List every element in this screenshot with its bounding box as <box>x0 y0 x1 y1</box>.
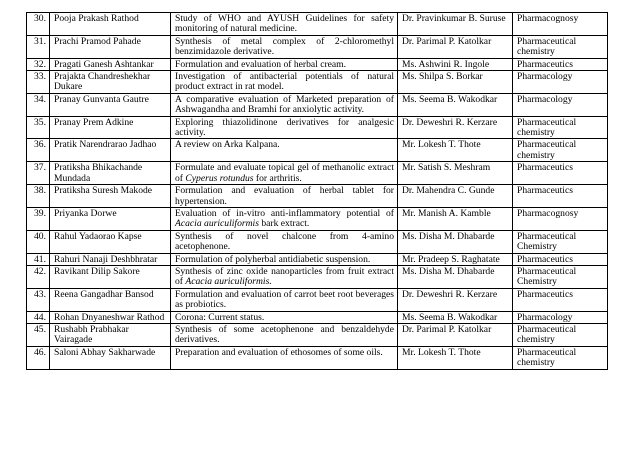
department-cell: Pharmaceutical Chemistry <box>513 230 608 253</box>
guide-name-cell: Ms. Ashwini R. Ingole <box>398 58 513 70</box>
student-name-cell: Pranay Gunvanta Gautre <box>50 93 171 116</box>
student-name-cell: Priyanka Dorwe <box>50 207 171 230</box>
serial-number-cell: 37. <box>27 162 50 185</box>
serial-number-cell: 33. <box>27 71 50 94</box>
department-cell: Pharmacognosy <box>513 13 608 36</box>
student-name-cell: Rohan Dnyaneshwar Rathod <box>50 311 171 323</box>
serial-number-cell: 30. <box>27 13 50 36</box>
table-row <box>27 265 608 288</box>
guide-name-cell: Mr. Lokesh T. Thote <box>398 139 513 162</box>
serial-number-cell: 44. <box>27 311 50 323</box>
project-title-text: Formulate and evaluate topical gel of methanolic extract of <box>175 162 394 184</box>
guide-name-cell: Dr. Deweshri R. Kerzare <box>398 116 513 139</box>
table-row <box>27 58 608 70</box>
department-cell: Pharmacology <box>513 93 608 116</box>
project-title-text: Investigation of antibacterial potentials of natural product extract in rat model. <box>175 71 394 93</box>
student-name-cell: Pratiksha Bhikachande Mundada <box>50 162 171 185</box>
serial-number-cell: 35. <box>27 116 50 139</box>
guide-name-cell: Mr. Manish A. Kamble <box>398 207 513 230</box>
student-name-cell: Pooja Prakash Rathod <box>50 13 171 36</box>
department-cell: Pharmaceutical chemistry <box>513 346 608 369</box>
student-name-cell: Rahuri Nanaji Deshbhratar <box>50 253 171 265</box>
guide-name-cell: Dr. Deweshri R. Kerzare <box>398 288 513 311</box>
table-row <box>27 162 608 185</box>
department-cell: Pharmaceutical chemistry <box>513 139 608 162</box>
department-cell: Pharmacology <box>513 311 608 323</box>
table-row <box>27 346 608 369</box>
table-row <box>27 311 608 323</box>
student-name-cell: Rushabh Prabhakar Vairagade <box>50 323 171 346</box>
guide-name-cell: Ms. Disha M. Dhabarde <box>398 230 513 253</box>
project-title-cell <box>171 323 398 346</box>
table-row <box>27 71 608 94</box>
student-name-cell: Reena Gangadhar Bansod <box>50 288 171 311</box>
table-row <box>27 207 608 230</box>
guide-name-cell: Ms. Seema B. Wakodkar <box>398 311 513 323</box>
project-title-cell <box>171 311 398 323</box>
guide-name-cell: Mr. Satish S. Meshram <box>398 162 513 185</box>
project-title-cell <box>171 139 398 162</box>
student-name-cell: Pranay Prem Adkine <box>50 116 171 139</box>
guide-name-cell: Ms. Seema B. Wakodkar <box>398 93 513 116</box>
table-row <box>27 116 608 139</box>
student-name-cell: Ravikant Dilip Sakore <box>50 265 171 288</box>
project-title-text: A comparative evaluation of Marketed preparation of Ashwagandha and Bramhi for anxiolytic activity. <box>175 93 394 116</box>
table-body <box>27 13 608 370</box>
project-title-text: Formulation and evaluation of herbal cream. <box>175 58 347 70</box>
student-name-cell: Pragati Ganesh Ashtankar <box>50 58 171 70</box>
table-row <box>27 323 608 346</box>
table-row <box>27 35 608 58</box>
project-title-text: Formulation of polyherbal antidiabetic suspension. <box>175 253 371 265</box>
species-name-italic: Acacia auriculiformis <box>175 218 259 230</box>
project-title-end: for arthritis. <box>253 172 302 184</box>
project-title-text: Synthesis of zinc oxide nanoparticles from fruit extract of <box>175 265 394 288</box>
project-title-cell <box>171 58 398 70</box>
project-title-cell <box>171 71 398 94</box>
serial-number-cell: 45. <box>27 323 50 346</box>
serial-number-cell: 36. <box>27 139 50 162</box>
project-title-text: Formulation and evaluation of herbal tablet for hypertension. <box>175 185 394 207</box>
department-cell: Pharmaceutical chemistry <box>513 116 608 139</box>
serial-number-cell: 38. <box>27 185 50 208</box>
guide-name-cell: Mr. Pradeep S. Raghatate <box>398 253 513 265</box>
serial-number-cell: 40. <box>27 230 50 253</box>
project-title-text: A review on Arka Kalpana. <box>175 139 280 151</box>
project-title-cell <box>171 185 398 208</box>
serial-number-cell: 41. <box>27 253 50 265</box>
student-name-cell: Prajakta Chandreshekhar Dukare <box>50 71 171 94</box>
project-title-text: Formulation and evaluation of carrot beet root beverages as probiotics. <box>175 288 394 311</box>
project-title-cell <box>171 13 398 36</box>
serial-number-cell: 42. <box>27 265 50 288</box>
table-row <box>27 13 608 36</box>
guide-name-cell: Dr. Parimal P. Katolkar <box>398 323 513 346</box>
project-title-cell <box>171 207 398 230</box>
student-name-cell: Pratiksha Suresh Makode <box>50 185 171 208</box>
table-row <box>27 185 608 208</box>
project-title-text: Exploring thiazolidinone derivatives for analgesic activity. <box>175 116 394 139</box>
guide-name-cell: Dr. Mahendra C. Gunde <box>398 185 513 208</box>
student-name-cell: Saloni Abhay Sakharwade <box>50 346 171 369</box>
project-title-end: bark extract. <box>258 218 310 230</box>
table-row <box>27 93 608 116</box>
project-title-cell <box>171 288 398 311</box>
serial-number-cell: 31. <box>27 35 50 58</box>
serial-number-cell: 43. <box>27 288 50 311</box>
project-title-text: Synthesis of novel chalcone from 4-amino acetophenone. <box>175 230 394 253</box>
student-name-cell: Rahul Yadaorao Kapse <box>50 230 171 253</box>
project-title-cell <box>171 162 398 185</box>
serial-number-cell: 39. <box>27 207 50 230</box>
project-title-cell <box>171 230 398 253</box>
table-row <box>27 139 608 162</box>
project-title-cell <box>171 93 398 116</box>
serial-number-cell: 34. <box>27 93 50 116</box>
project-title-text: Study of WHO and AYUSH Guidelines for safety monitoring of natural medicine. <box>175 13 394 35</box>
department-cell: Pharmaceutical chemistry <box>513 323 608 346</box>
species-name-italic: Cyperus rotundus <box>185 172 254 184</box>
project-title-text: Corona: Current status. <box>175 311 265 323</box>
serial-number-cell: 46. <box>27 346 50 369</box>
table-row <box>27 230 608 253</box>
department-cell: Pharmaceutics <box>513 185 608 208</box>
project-title-cell <box>171 116 398 139</box>
table-row <box>27 253 608 265</box>
project-title-text: Evaluation of in-vitro anti-inflammatory potential of <box>175 207 394 219</box>
project-title-cell <box>171 346 398 369</box>
project-title-cell <box>171 253 398 265</box>
project-title-text: Synthesis of some acetophenone and benzaldehyde derivatives. <box>175 323 394 346</box>
department-cell: Pharmacology <box>513 71 608 94</box>
department-cell: Pharmacognosy <box>513 207 608 230</box>
project-title-cell <box>171 35 398 58</box>
department-cell: Pharmaceutics <box>513 162 608 185</box>
department-cell: Pharmaceutical chemistry <box>513 35 608 58</box>
guide-name-cell: Ms. Disha M. Dhabarde <box>398 265 513 288</box>
serial-number-cell: 32. <box>27 58 50 70</box>
guide-name-cell: Mr. Lokesh T. Thote <box>398 346 513 369</box>
department-cell: Pharmaceutics <box>513 253 608 265</box>
project-title-cell <box>171 265 398 288</box>
project-table <box>26 12 608 370</box>
project-title-text: Synthesis of metal complex of 2-chloromethyl benzimidazole derivative. <box>175 35 394 58</box>
species-name-italic: Acacia auriculiformis. <box>185 276 272 288</box>
student-name-cell: Prachi Pramod Pahade <box>50 35 171 58</box>
department-cell: Pharmaceutical Chemistry <box>513 265 608 288</box>
guide-name-cell: Dr. Parimal P. Katolkar <box>398 35 513 58</box>
student-name-cell: Pratik Narendrarao Jadhao <box>50 139 171 162</box>
department-cell: Pharmaceutics <box>513 288 608 311</box>
department-cell: Pharmaceutics <box>513 58 608 70</box>
guide-name-cell: Ms. Shilpa S. Borkar <box>398 71 513 94</box>
table-row <box>27 288 608 311</box>
project-title-text: Preparation and evaluation of ethosomes of some oils. <box>175 346 383 358</box>
guide-name-cell: Dr. Pravinkumar B. Suruse <box>398 13 513 36</box>
